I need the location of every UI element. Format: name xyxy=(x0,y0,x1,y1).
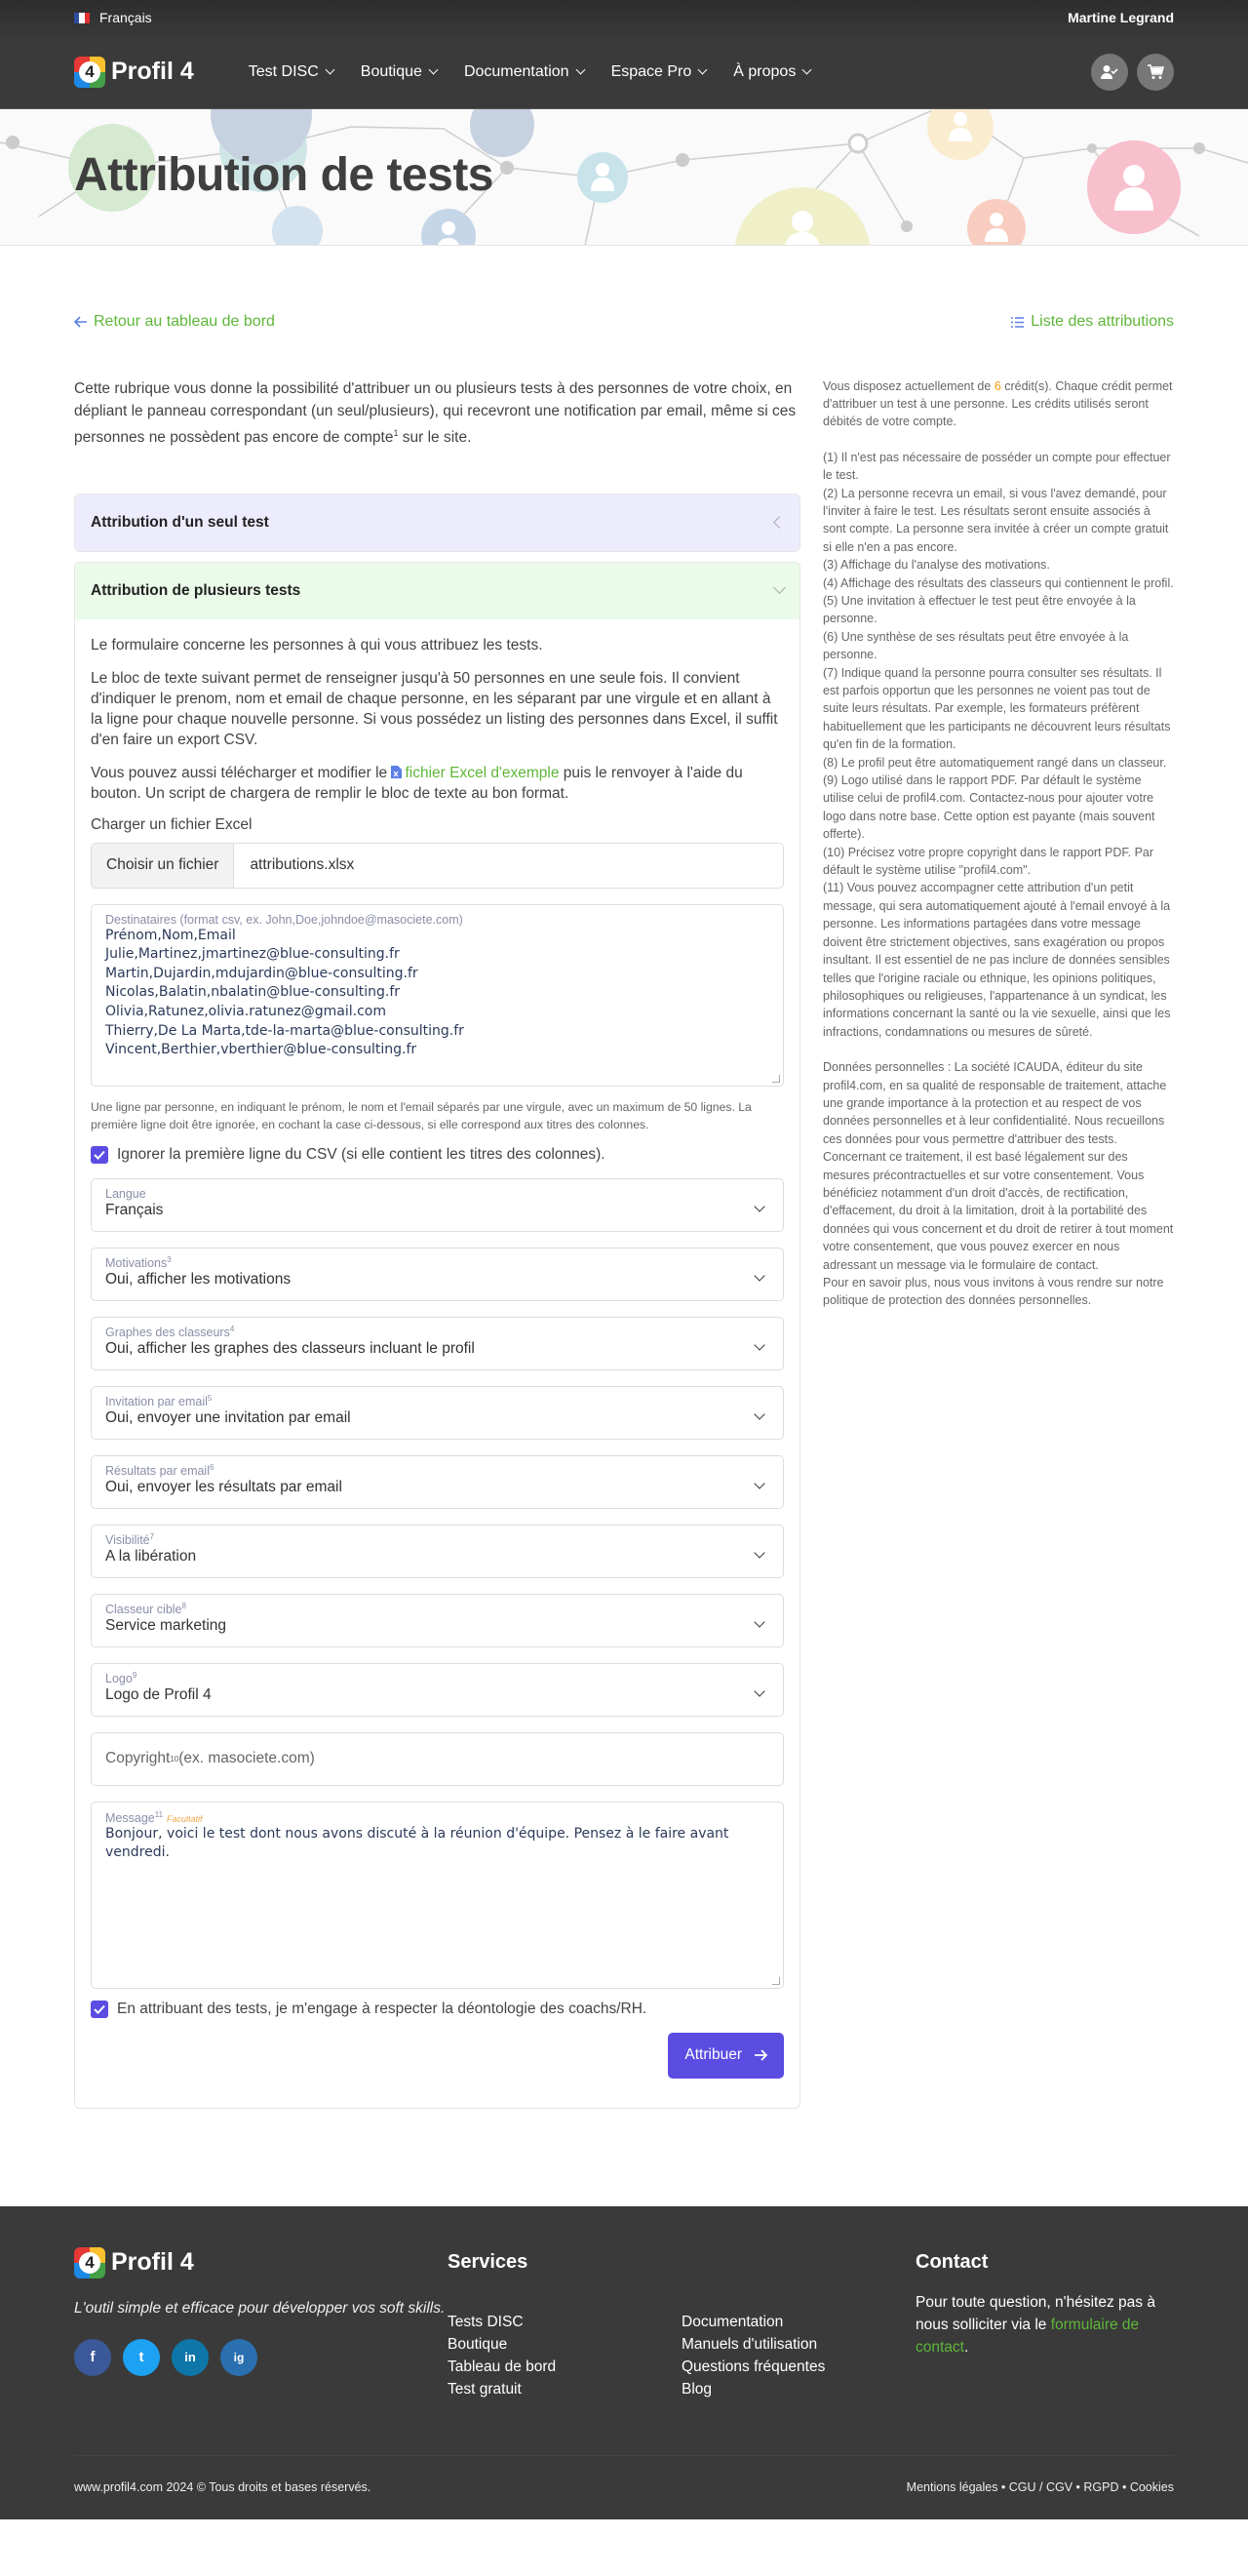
chevron-down-icon xyxy=(698,65,708,75)
email-invitation-select[interactable]: Invitation par email$^5$ Oui, envoyer une invitation par email xyxy=(91,1386,784,1440)
checkbox-checked-icon[interactable] xyxy=(91,2001,108,2018)
recipients-textarea[interactable] xyxy=(91,904,784,1087)
site-footer xyxy=(0,2206,1248,2519)
message-value[interactable]: Bonjour, voici le test dont nous avons discuté à la réunion d'équipe. Pensez à le faire avant vendredi. xyxy=(105,1825,729,1860)
footer-link-test-gratuit[interactable]: Test gratuit xyxy=(448,2380,522,2398)
footer-link-tableau-de-bord[interactable]: Tableau de bord xyxy=(448,2358,557,2375)
recipients-help-text: Une ligne par personne, en indiquant le prénom, le nom et l'email séparés par une virgule, avec un maximum de 50 lignes. La première ligne doit être ignorée, en cochant la case ci-dessous, si elle correspond aux titres des colonnes. xyxy=(91,1099,752,1132)
footer-link-blog[interactable]: Blog xyxy=(682,2380,713,2398)
form-para-3: Vous pouvez aussi télécharger et modifier le fichier Excel d'exemple puis le renvoyer à l'aide du bouton. Un script de chargera de remplir le bloc de texte au bon format. xyxy=(91,764,743,802)
form-para-2: Le bloc de texte suivant permet de renseigner jusqu'à 50 personnes en une seule fois. Il convient d'indiquer le prenom, nom et email de chaque personne, en les séparant par une virgule et en allant à la ligne pour chaque nouvelle personne. Si vous possédez un listing des personnes dans Excel, il suffit d'en faire un export CSV. xyxy=(91,669,778,748)
choose-file-button[interactable]: Choisir un fichier xyxy=(92,844,234,888)
nav-actions xyxy=(1091,54,1174,91)
user-name[interactable]: Martine Legrand xyxy=(1068,10,1174,25)
arrow-right-icon xyxy=(754,2049,767,2061)
logo-icon: 4 xyxy=(74,2247,105,2279)
nav-item-espace-pro[interactable]: Espace Pro xyxy=(598,35,721,109)
checkbox-checked-icon[interactable] xyxy=(91,1146,108,1164)
ignore-first-line-checkbox[interactable] xyxy=(91,1146,784,1164)
list-icon xyxy=(1010,316,1025,329)
nav-menu xyxy=(235,35,1091,109)
user-account-button[interactable] xyxy=(1091,54,1128,91)
resize-handle-icon[interactable] xyxy=(772,1977,780,1985)
workbook-graphs-select-value: Oui, afficher les graphes des classeurs incluant le profil xyxy=(105,1339,475,1357)
single-test-panel-header[interactable]: Attribution d'un seul test xyxy=(75,495,800,551)
footer-contact xyxy=(916,2247,1174,2455)
linkedin-icon[interactable]: in xyxy=(172,2339,209,2376)
social-links xyxy=(74,2339,448,2376)
note-1: (1) Il n'est pas nécessaire de posséder un compte pour effectuer le test. xyxy=(823,450,1171,483)
footer-link-faq[interactable]: Questions fréquentes xyxy=(682,2358,826,2375)
ignore-first-line-label: Ignorer la première ligne du CSV (si elle contient les titres des colonnes). xyxy=(117,1145,605,1163)
nav-item-test-disc[interactable]: Test DISC xyxy=(235,35,347,109)
back-to-dashboard-link[interactable]: Retour au tableau de bord xyxy=(74,313,275,334)
privacy-text: Données personnelles : La société ICAUDA, éditeur du site profil4.com, en sa qualité de responsable de traitement, attache une grande importance à la protection et au respect de vos données personnelles et à leur confidentialité. Nous recueillons ces données pour vous permettre d'attribuer des tests. Concernant ce traitement, il est basé légalement sur des mesures précontractuelles et sur votre consentement. Vous bénéficiez notamment d'un droit d'accès, de rectification, d'effacement, du droit à la limitation, droit à la portabilité des données qui vous concernent et du droit de retirer à tout moment votre consentement, que vous pouvez exercer en nous adressant un message via le formulaire de contact. xyxy=(823,1060,1174,1272)
chevron-down-icon xyxy=(428,65,438,75)
brand-logo[interactable] xyxy=(74,57,194,88)
credits-info: Vous disposez actuellement de 6 crédit(s). Chaque crédit permet d'attribuer un test à une personne. Les crédits utilisés seront débités de votre compte. xyxy=(823,378,1173,429)
note-7: (7) Indique quand la personne pourra consulter ses résultats. Il est parfois opportun que les personnes ne voient pas tout de suite leurs résultats. Par exemple, les formateurs préfèrent habituellement que les participants ne découvrent leurs résultats qu'en fin de la formation. xyxy=(823,665,1171,752)
twitter-icon[interactable]: t xyxy=(123,2339,160,2376)
chevron-down-icon xyxy=(802,65,812,75)
note-9: (9) Logo utilisé dans le rapport PDF. Par défault le système utilise celui de profil4.com. Contactez-nous pour ajouter votre logo dans notre base. Cette option est payante (mais souvent offerte). xyxy=(823,773,1155,842)
email-results-select-value: Oui, envoyer les résultats par email xyxy=(105,1478,342,1495)
target-workbook-select[interactable]: Classeur cible$^8$ Service marketing xyxy=(91,1594,784,1647)
sub-navigation xyxy=(74,313,1174,334)
visibility-select[interactable]: Visibilité$^7$ A la libération xyxy=(91,1525,784,1578)
footer-services-title: Services xyxy=(448,2250,528,2273)
note-11: (11) Vous pouvez accompagner cette attribution d'un petit message, qui sera automatiquement ajouté à l'email envoyé à la personne. Les informations partagées dans votre message doivent être strictement objectives, sans exagération ou propos insultant. Il est essentiel de ne pas inclure de données sensibles telles que l'origine raciale ou ethnique, les opinions politiques, philosophiques ou religieuses, l'appartenance à un syndicat, les informations concernant la santé ou la vie sexuelle, ainsi que les infractions, condamnations ou mesures de sûreté. xyxy=(823,881,1171,1039)
excel-file-input[interactable] xyxy=(91,843,784,889)
language-select[interactable]: Langue Français xyxy=(91,1178,784,1232)
ethics-checkbox[interactable] xyxy=(91,2001,784,2018)
logo-icon: 4 xyxy=(74,57,105,88)
brand-name: Profil 4 xyxy=(111,58,194,85)
multiple-tests-form xyxy=(75,619,800,2108)
target-workbook-select-value: Service marketing xyxy=(105,1616,227,1634)
selected-file-name: attributions.xlsx xyxy=(250,856,355,874)
footer-tagline: L'outil simple et efficace pour développer vos soft skills. xyxy=(74,2299,446,2317)
privacy-more-text: Pour en savoir plus, nous vous invitons à vous rendre sur notre politique de protection des données personnelles. xyxy=(823,1276,1164,1308)
attribuer-button[interactable]: Attribuer xyxy=(668,2033,784,2079)
credits-count: 6 xyxy=(994,378,1001,393)
copyright-input[interactable]: Copyright 10 (ex. masociete.com) xyxy=(91,1732,784,1786)
page-banner xyxy=(0,109,1248,246)
single-test-panel xyxy=(74,494,800,552)
form-para-1: Le formulaire concerne les personnes à qui vous attribuez les tests. xyxy=(91,636,543,654)
chevron-down-icon xyxy=(575,65,585,75)
note-10: (10) Précisez votre propre copyright dans le rapport PDF. Par défault le système utilise "profil4.com". xyxy=(823,845,1154,878)
motivations-select[interactable]: Motivations$^3$ Oui, afficher les motivations xyxy=(91,1248,784,1301)
note-5: (5) Une invitation à effectuer le test peut être envoyée à la personne. xyxy=(823,593,1136,626)
email-invitation-select-value: Oui, envoyer une invitation par email xyxy=(105,1408,351,1426)
top-bar xyxy=(0,0,1248,35)
logo-select-value: Logo de Profil 4 xyxy=(105,1685,212,1703)
nav-item-boutique[interactable]: Boutique xyxy=(347,35,450,109)
footer-copyright: www.profil4.com 2024 © Tous droits et bases réservés. xyxy=(74,2480,371,2495)
file-upload-label: Charger un fichier Excel xyxy=(91,815,253,833)
arrow-left-icon xyxy=(74,316,88,328)
multiple-tests-panel xyxy=(74,562,800,2109)
nav-item-documentation[interactable]: Documentation xyxy=(450,35,598,109)
excel-file-icon xyxy=(391,766,402,778)
language-switcher[interactable] xyxy=(74,10,152,25)
note-6: (6) Une synthèse de ses résultats peut être envoyée à la personne. xyxy=(823,629,1129,662)
cart-button[interactable] xyxy=(1137,54,1174,91)
main-navbar xyxy=(0,35,1248,109)
footer-legal-links[interactable]: Mentions légales • CGU / CGV • RGPD • Cookies xyxy=(906,2480,1174,2495)
resize-handle-icon[interactable] xyxy=(772,1075,780,1083)
footer-contact-title: Contact xyxy=(916,2250,989,2273)
instagram-icon[interactable]: ig xyxy=(220,2339,257,2376)
user-check-icon xyxy=(1101,64,1118,80)
recipients-label: Destinataires (format csv, ex. John,Doe,johndoe@masociete.com) xyxy=(105,912,463,927)
footer-services xyxy=(448,2247,916,2455)
excel-example-link[interactable]: fichier Excel d'exemple xyxy=(391,765,559,781)
footer-contact-text: Pour toute question, n'hésitez pas à nous solliciter via le formulaire de contact. xyxy=(916,2293,1155,2356)
recipients-value[interactable]: Prénom,Nom,Email Julie,Martinez,jmartinez@blue-consulting.fr Martin,Dujardin,mdujardin@blue-consulting.fr Nicolas,Balatin,nbalatin@blue-consulting.fr Olivia,Ratunez,olivia.ratunez@gmail.com Thierry,De La Marta,tde-la-marta@blue-consulting.fr Vincent,Berthier,vberthier@blue-consulting.fr xyxy=(105,927,464,1058)
logo-select[interactable]: Logo$^9$ Logo de Profil 4 xyxy=(91,1663,784,1717)
language-label[interactable]: Français xyxy=(99,10,152,25)
ethics-label: En attribuant des tests, je m'engage à respecter la déontologie des coachs/RH. xyxy=(117,2000,647,2017)
note-3: (3) Affichage du l'analyse des motivations. xyxy=(823,558,1050,573)
workbook-graphs-select[interactable]: Graphes des classeurs$^4$ Oui, afficher les graphes des classeurs incluant le profil xyxy=(91,1317,784,1370)
chevron-down-icon xyxy=(773,581,786,594)
facebook-icon[interactable]: f xyxy=(74,2339,111,2376)
footer-brand xyxy=(74,2247,448,2455)
nav-item-a-propos[interactable]: À propos xyxy=(720,35,824,109)
visibility-select-value: A la libération xyxy=(105,1547,197,1565)
note-4: (4) Affichage des résultats des classeurs qui contiennent le profil. xyxy=(823,575,1174,590)
footer-link-documentation[interactable]: Documentation xyxy=(682,2313,784,2330)
cart-icon xyxy=(1148,64,1164,80)
help-sidebar xyxy=(823,377,1174,2109)
note-8: (8) Le profil peut être automatiquement rangé dans un classeur. xyxy=(823,755,1167,770)
language-select-value: Français xyxy=(105,1201,164,1218)
footer-link-boutique[interactable]: Boutique xyxy=(448,2335,508,2353)
french-flag-icon xyxy=(74,13,90,23)
contact-form-link[interactable]: formulaire de contact xyxy=(916,2316,1140,2356)
message-label: Message$^{11}$ Facultatif xyxy=(105,1809,203,1825)
chevron-down-icon xyxy=(325,65,334,75)
footer-link-tests-disc[interactable]: Tests DISC xyxy=(448,2313,524,2330)
intro-text: Cette rubrique vous donne la possibilité d'attribuer un ou plusieurs tests à des personnes de votre choix, en dépliant le panneau correspondant (un seul/plusieurs), qui recevront une notification par email, même si ces personnes ne possèdent pas encore de compte$^1$ sur le site. xyxy=(74,379,797,446)
motivations-select-value: Oui, afficher les motivations xyxy=(105,1270,292,1288)
chevron-left-icon xyxy=(773,516,786,529)
message-textarea[interactable] xyxy=(91,1802,784,1989)
email-results-select[interactable]: Résultats par email$^6$ Oui, envoyer les résultats par email xyxy=(91,1455,784,1509)
footer-link-manuels[interactable]: Manuels d'utilisation xyxy=(682,2335,818,2353)
attributions-list-link[interactable]: Liste des attributions xyxy=(1010,313,1174,334)
footer-logo[interactable]: 4 Profil 4 xyxy=(74,2247,448,2279)
multiple-tests-panel-header[interactable]: Attribution de plusieurs tests xyxy=(75,563,800,619)
note-2: (2) La personne recevra un email, si vous l'avez demandé, pour l'inviter à faire le test. Les résultats seront ensuite associés à sont compte. La personne sera invitée à créer un compte gratuit si elle n'en a pas encore. xyxy=(823,486,1169,554)
main-content xyxy=(74,377,800,2109)
page-title: Attribution de tests xyxy=(74,149,493,201)
